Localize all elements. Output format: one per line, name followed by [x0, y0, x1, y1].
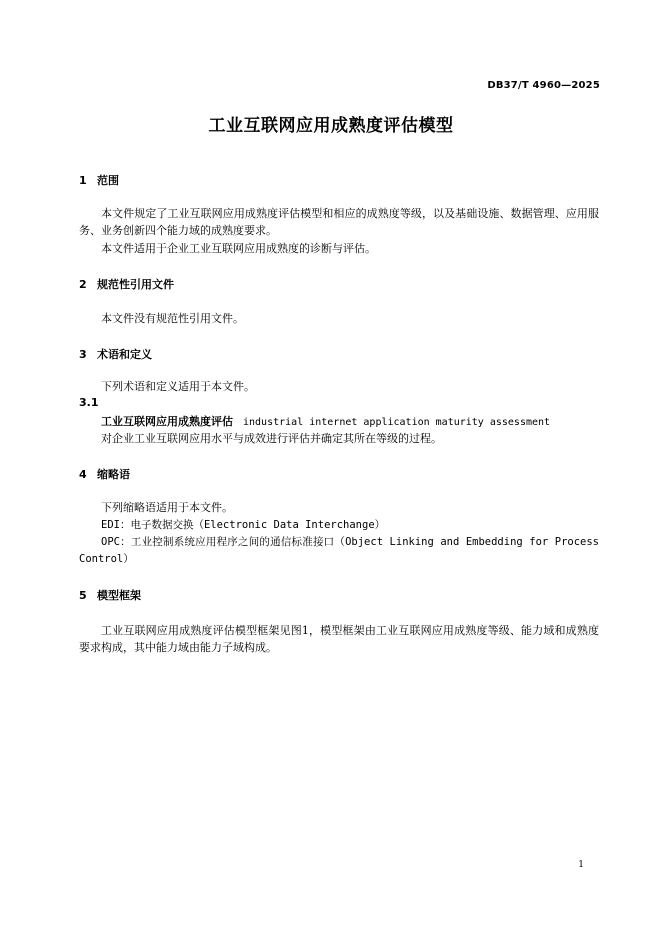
- term-chinese: 工业互联网应用成熟度评估: [101, 415, 233, 428]
- section-number: 1: [79, 174, 87, 187]
- section-number: 3: [79, 348, 87, 361]
- section-number: 2: [79, 278, 87, 291]
- abbreviation-opc: OPC：工业控制系统应用程序之间的通信标准接口（Object Linking and Embedding for Process Control）: [79, 536, 599, 565]
- section-title: 模型框架: [97, 589, 141, 602]
- term-number: 3.1: [79, 396, 99, 409]
- section-number: 5: [79, 589, 87, 602]
- section-1-paragraph-1: 本文件规定了工业互联网应用成熟度评估模型和相应的成熟度等级，以及基础设施、数据管理、应用服务、业务创新四个能力域的成熟度要求。: [79, 207, 599, 237]
- section-2-paragraph-1: 本文件没有规范性引用文件。: [101, 312, 244, 325]
- section-1-heading: [79, 172, 119, 188]
- page-number: 1: [578, 860, 584, 870]
- term-definition: 对企业工业互联网应用水平与成效进行评估并确定其所在等级的过程。: [101, 432, 442, 445]
- section-title: 缩略语: [97, 468, 130, 481]
- standard-number: DB37/T 4960—2025: [487, 80, 600, 91]
- section-4-heading: [79, 466, 130, 482]
- term-entry: [101, 413, 550, 429]
- section-title: 范围: [97, 174, 119, 187]
- abbreviation-edi: EDI：电子数据交换（Electronic Data Interchange）: [101, 519, 386, 531]
- section-2-heading: [79, 276, 174, 292]
- section-1-paragraph-2: 本文件适用于企业工业互联网应用成熟度的诊断与评估。: [101, 242, 376, 255]
- section-title: 术语和定义: [97, 348, 152, 361]
- section-3-paragraph-1: 下列术语和定义适用于本文件。: [101, 380, 255, 393]
- section-5-paragraph-1: 工业互联网应用成熟度评估模型框架见图1，模型框架由工业互联网应用成熟度等级、能力域和成熟度要求构成，其中能力域由能力子域构成。: [79, 624, 599, 654]
- term-english: industrial internet application maturity assessment: [243, 417, 551, 428]
- document-title: 工业互联网应用成熟度评估模型: [208, 116, 454, 136]
- section-3-heading: [79, 346, 152, 362]
- section-5-heading: [79, 587, 141, 603]
- section-title: 规范性引用文件: [97, 278, 174, 291]
- section-number: 4: [79, 468, 87, 481]
- section-4-paragraph-1: 下列缩略语适用于本文件。: [101, 501, 233, 514]
